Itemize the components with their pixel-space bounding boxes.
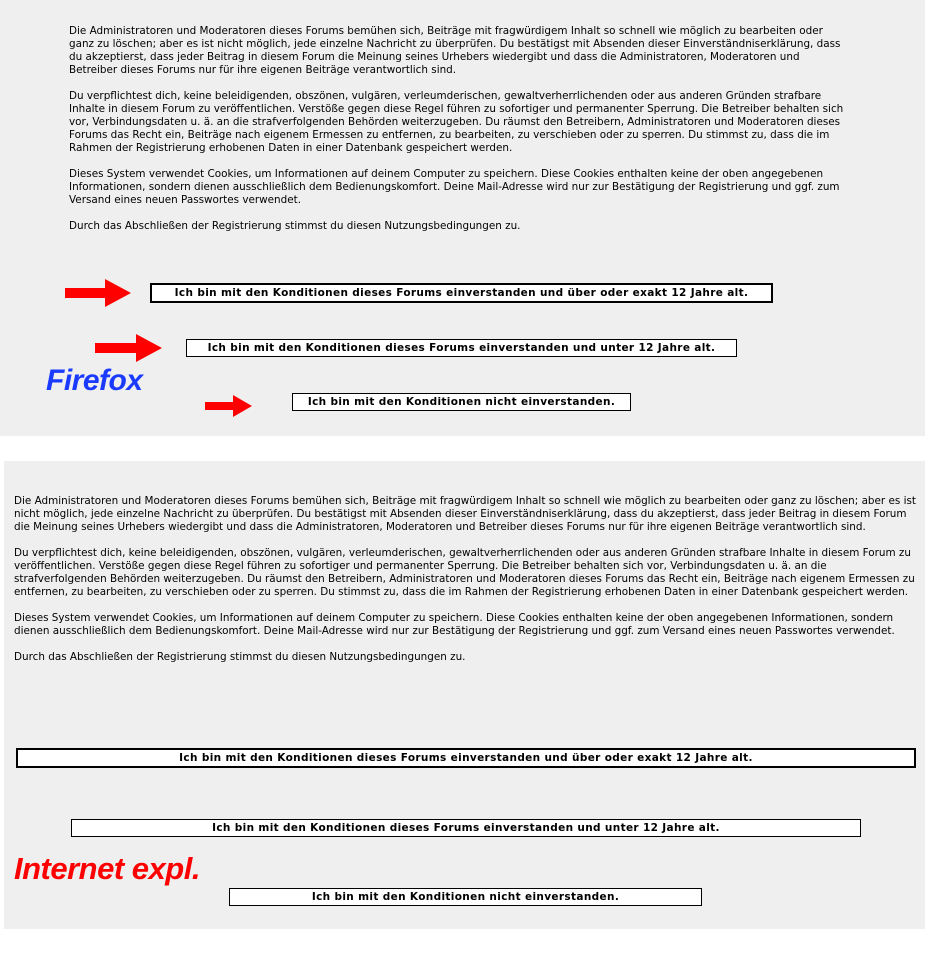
- terms-paragraph: Die Administratoren und Moderatoren dieses Forums bemühen sich, Beiträge mit fragwürdigem Inhalt so schnell wie möglich zu bearbeiten oder ganz zu löschen; aber es ist nicht möglich, jede einzelne Nachricht zu überprüfen. Du bestätigst mit Absenden dieser Einverständniserklärung, dass du akzeptierst, dass jeder Beitrag in diesem Forum die Meinung seines Urhebers wiedergibt und dass die Administratoren, Moderatoren und Betreiber dieses Forums nur für ihre eigenen Beiträge verantwortlich sind.: [14, 495, 916, 533]
- arrow-right-icon: [205, 395, 252, 417]
- terms-paragraph: Du verpflichtest dich, keine beleidigenden, obszönen, vulgären, verleumderischen, gewaltverherrlichenden oder aus anderen Gründen strafbare Inhalte in diesem Forum zu veröffentlichen. Verstöße gegen diese Regel führen zu sofortiger und permanenter Sperrung. Die Betreiber behalten sich vor, Verbindungsdaten u. ä. an die strafverfolgenden Behörden weiterzugeben. Du räumst den Betreibern, Administratoren und Moderatoren dieses Forums das Recht ein, Beiträge nach eigenem Ermessen zu entfernen, zu bearbeiten, zu verschieben oder zu sperren. Du stimmst zu, dass die im Rahmen der Registrierung erhobenen Daten in einer Datenbank gespeichert werden.: [69, 90, 844, 154]
- terms-paragraph: Durch das Abschließen der Registrierung stimmst du diesen Nutzungsbedingungen zu.: [69, 220, 521, 232]
- firefox-label: Firefox: [46, 364, 143, 397]
- ie-label: Internet expl.: [14, 851, 200, 886]
- firefox-rendering-panel: [0, 0, 925, 436]
- terms-text: [14, 495, 916, 677]
- terms-paragraph: Dieses System verwendet Cookies, um Informationen auf deinem Computer zu speichern. Diese Cookies enthalten keine der oben angegebenen Informationen, sondern dienen ausschließlich dem Bedienungskomfort. Deine Mail-Adresse wird nur zur Bestätigung der Registrierung und ggf. zum Versand eines neuen Passwortes verwendet.: [69, 168, 840, 206]
- terms-text: [69, 25, 849, 246]
- terms-paragraph: Durch das Abschließen der Registrierung stimmst du diesen Nutzungsbedingungen zu.: [14, 651, 466, 663]
- agree-over-12-button[interactable]: Ich bin mit den Konditionen dieses Forums einverstanden und über oder exakt 12 Jahre alt.: [150, 283, 773, 303]
- arrow-right-icon: [65, 279, 131, 307]
- terms-paragraph: Dieses System verwendet Cookies, um Informationen auf deinem Computer zu speichern. Diese Cookies enthalten keine der oben angegebenen Informationen, sondern dienen ausschließlich dem Bedienungskomfort. Deine Mail-Adresse wird nur zur Bestätigung der Registrierung und ggf. zum Versand eines neuen Passwortes verwendet.: [14, 612, 895, 637]
- terms-paragraph: Du verpflichtest dich, keine beleidigenden, obszönen, vulgären, verleumderischen, gewaltverherrlichenden oder aus anderen Gründen strafbare Inhalte in diesem Forum zu veröffentlichen. Verstöße gegen diese Regel führen zu sofortiger und permanenter Sperrung. Die Betreiber behalten sich vor, Verbindungsdaten u. ä. an die strafverfolgenden Behörden weiterzugeben. Du räumst den Betreibern, Administratoren und Moderatoren dieses Forums das Recht ein, Beiträge nach eigenem Ermessen zu entfernen, zu bearbeiten, zu verschieben oder zu sperren. Du stimmst zu, dass die im Rahmen der Registrierung erhobenen Daten in einer Datenbank gespeichert werden.: [14, 547, 915, 598]
- disagree-button[interactable]: Ich bin mit den Konditionen nicht einverstanden.: [292, 393, 631, 411]
- agree-under-12-button[interactable]: Ich bin mit den Konditionen dieses Forums einverstanden und unter 12 Jahre alt.: [71, 819, 861, 837]
- ie-rendering-panel: [4, 461, 925, 929]
- agree-over-12-button[interactable]: Ich bin mit den Konditionen dieses Forums einverstanden und über oder exakt 12 Jahre alt.: [16, 748, 916, 768]
- disagree-button[interactable]: Ich bin mit den Konditionen nicht einverstanden.: [229, 888, 702, 906]
- arrow-right-icon: [95, 334, 162, 362]
- agree-under-12-button[interactable]: Ich bin mit den Konditionen dieses Forums einverstanden und unter 12 Jahre alt.: [186, 339, 737, 357]
- terms-paragraph: Die Administratoren und Moderatoren dieses Forums bemühen sich, Beiträge mit fragwürdigem Inhalt so schnell wie möglich zu bearbeiten oder ganz zu löschen; aber es ist nicht möglich, jede einzelne Nachricht zu überprüfen. Du bestätigst mit Absenden dieser Einverständniserklärung, dass du akzeptierst, dass jeder Beitrag in diesem Forum die Meinung seines Urhebers wiedergibt und dass die Administratoren, Moderatoren und Betreiber dieses Forums nur für ihre eigenen Beiträge verantwortlich sind.: [69, 25, 841, 76]
